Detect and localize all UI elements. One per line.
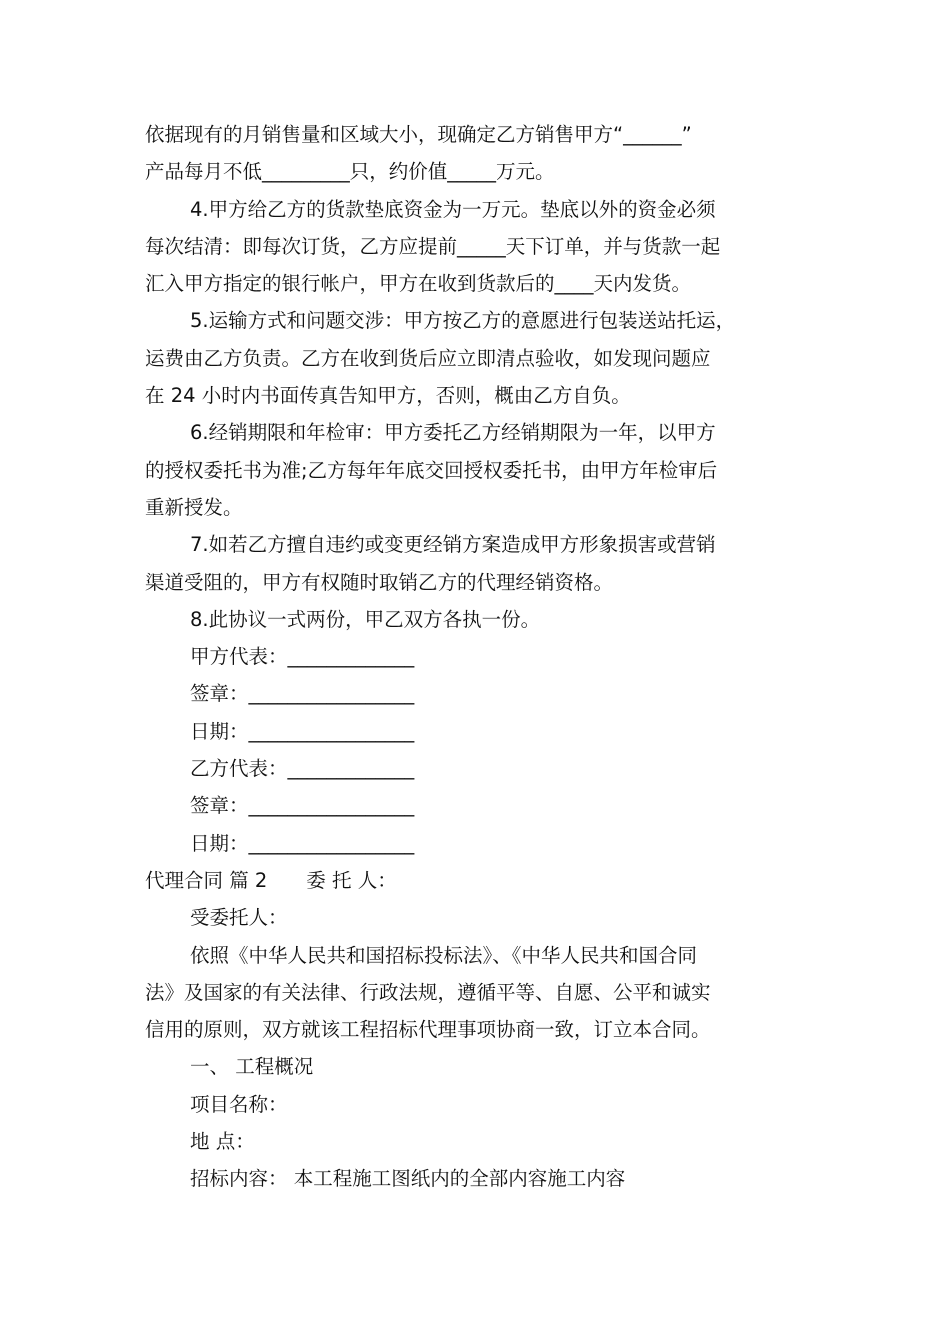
body-text-line: 渠道受阻的，甲方有权随时取销乙方的代理经销资格。 <box>145 570 614 594</box>
party-b-representative-field: 乙方代表：_____________ <box>190 757 415 781</box>
body-text-line: 的授权委托书为准;乙方每年年底交回授权委托书，由甲方年检审后 <box>145 458 718 482</box>
location-field: 地 点： <box>190 1130 255 1154</box>
body-text-line: 法》及国家的有关法律、行政法规，遵循平等、自愿、公平和诚实 <box>145 980 711 1004</box>
body-text-line: 每次结清：即每次订货，乙方应提前_____天下订单，并与货款一起 <box>145 234 721 258</box>
body-text-line: 运费由乙方负责。乙方在收到货后应立即清点验收，如发现问题应 <box>145 346 711 370</box>
party-a-representative-field: 甲方代表：_____________ <box>190 645 415 669</box>
body-text-line: 依照《中华人民共和国招标投标法》、《中华人民共和国合同 <box>190 943 698 967</box>
clause-8-line: 8.此协议一式两份，甲乙双方各执一份。 <box>190 607 541 631</box>
body-text-line: 在 24 小时内书面传真告知甲方，否则，概由乙方自负。 <box>145 384 631 408</box>
section-heading: 代理合同 篇 2 委 托 人： <box>145 868 397 892</box>
party-a-seal-field: 签章：_________________ <box>190 682 415 706</box>
body-text-line: 汇入甲方指定的银行帐户，甲方在收到货款后的____天内发货。 <box>145 272 692 296</box>
party-b-date-field: 日期：_________________ <box>190 831 415 855</box>
trustee-field: 受委托人： <box>190 906 288 930</box>
project-name-field: 项目名称： <box>190 1092 288 1116</box>
document-body <box>145 116 825 1198</box>
clause-4-line: 4.甲方给乙方的货款垫底资金为一万元。垫底以外的资金必须 <box>190 197 716 221</box>
party-a-date-field: 日期：_________________ <box>190 719 415 743</box>
tender-content-field: 招标内容： 本工程施工图纸内的全部内容施工内容 <box>190 1167 626 1191</box>
clause-5-line: 5.运输方式和问题交涉：甲方按乙方的意愿进行包装送站托运， <box>190 309 736 333</box>
clause-6-line: 6.经销期限和年检审：甲方委托乙方经销期限为一年，以甲方 <box>190 421 716 445</box>
subsection-heading: 一、 工程概况 <box>190 1055 314 1079</box>
body-text-line: 依据现有的月销售量和区域大小，现确定乙方销售甲方“______” <box>145 123 692 146</box>
clause-7-line: 7.如若乙方擅自违约或变更经销方案造成甲方形象损害或营销 <box>190 533 716 557</box>
party-b-seal-field: 签章：_________________ <box>190 794 415 818</box>
body-text-line: 产品每月不低_________只，约价值_____万元。 <box>145 160 555 184</box>
body-text-line: 重新授发。 <box>145 495 243 519</box>
body-text-line: 信用的原则，双方就该工程招标代理事项协商一致，订立本合同。 <box>145 1018 711 1042</box>
